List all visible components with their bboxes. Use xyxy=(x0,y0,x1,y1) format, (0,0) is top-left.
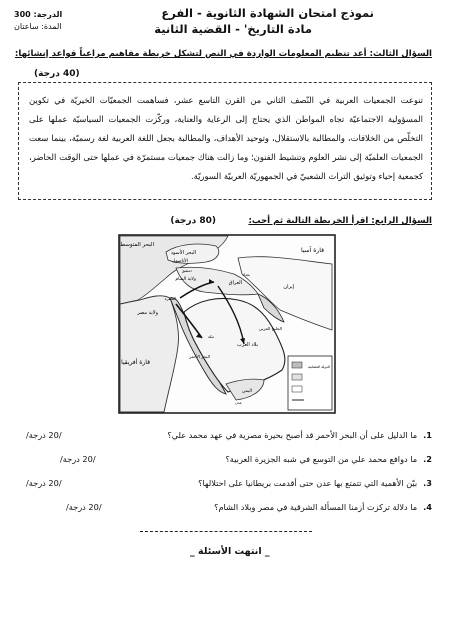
map-label: الأناضول xyxy=(172,259,188,264)
map-label: البحر الأحمر xyxy=(189,354,210,359)
question-list xyxy=(12,430,432,526)
map-label: البحر المتوسط xyxy=(120,242,154,248)
question3-heading: السؤال الثالث: أعد تنظيم المعلومات الواردة في النص لتشكل خريطة مفاهيم مراعياً قواعد إنشائها: xyxy=(14,49,432,59)
exam-title: نموذج امتحان الشهادة الثانوية - الفرع xyxy=(161,6,374,20)
question-number: 4. xyxy=(423,502,432,512)
map-label: ولاية الشام xyxy=(175,277,196,282)
map-city-label: دمشق xyxy=(181,268,192,273)
question4-mark: (80 درجة) xyxy=(170,216,216,226)
end-of-questions: _ انتهت الأسئلة _ xyxy=(190,546,270,557)
map-legend-label: الدولة العثمانية xyxy=(308,365,330,369)
question-score: /20 درجة/ xyxy=(66,502,102,512)
question-score: /20 درجة/ xyxy=(60,454,96,464)
question-item xyxy=(12,454,432,478)
question-number: 1. xyxy=(423,430,432,440)
question-number: 2. xyxy=(423,454,432,464)
question-item xyxy=(12,478,432,502)
map-label: بلاد العرب xyxy=(237,342,258,348)
map-label: الخليج العربي xyxy=(258,326,282,331)
question-item xyxy=(12,430,432,454)
map-label: إيران xyxy=(283,284,294,290)
question-text: 4.ما دلالة تركزت أزمنا المسألة الشرقية في مصر وبلاد الشام؟ xyxy=(214,502,432,512)
historical-map xyxy=(118,234,336,414)
map-label: ولاية مصر xyxy=(137,310,158,316)
score-label: الدرجة: 300 xyxy=(14,10,63,19)
text-passage: تنوعت الجمعيات العربية في النّصف الثاني من القرن التاسع عشر، فساهمت الجمعيّات الخيريّة في تكوين المسؤولية الاجتماعيّة تجاه المواطن الذي يحتاج إلى الرعاية والعناية، وركّزت الجمعيات السياسيّة عملها على التخلّص من الخلافات، والمطالبة بالاستقلال، وتوحيد الأهداف، والمطالبة بجعل اللغة العربية لغة رسميّة، بينما سعت الجمعيات العلميّة إلى نشر العلوم وتنشيط الفنون؛ وما زالت هناك جمعيات مستمرّة في عملها حتى الوقت الحاضر، كجمعية إحياء وتوثيق التراث الشعبيّ في الجمهوريّة العربيّة السوريّة. xyxy=(29,95,423,181)
map-label: البحر الأسود xyxy=(170,250,196,256)
question-text: 1.ما الدليل على أن البحر الأحمر قد أصبح بحيرة مصرية في عهد محمد علي؟ xyxy=(167,430,432,440)
map-label: قارة أفريقيا xyxy=(121,359,150,366)
question3-mark: (40 درجة) xyxy=(34,69,80,79)
map-city-label: مكة xyxy=(207,334,214,339)
question-score: /20 درجة/ xyxy=(26,478,62,488)
separator-line xyxy=(140,531,312,532)
exam-subtitle: مادة التاريخ' - القضية الثانية xyxy=(154,22,312,36)
question-number: 3. xyxy=(423,478,432,488)
map-label: قارة آسيا xyxy=(301,247,324,254)
question-score: /20 درجة/ xyxy=(26,430,62,440)
map-city-label: القاهرة xyxy=(164,296,176,301)
duration-label: المدة: ساعتان xyxy=(14,22,62,31)
question-item xyxy=(12,502,432,526)
question-text: 2.ما دوافع محمد علي من التوسع في شبه الجزيرة العربية؟ xyxy=(225,454,432,464)
map-label: العراق xyxy=(228,280,242,286)
map-city-label: بغداد xyxy=(242,272,250,277)
text-passage-box xyxy=(18,82,432,200)
question-text: 3.بيّن الأهمية التي تتمتع بها عدن حتى أقدمت بريطانيا على احتلالها؟ xyxy=(198,478,432,488)
map-city-label: عدن xyxy=(234,400,242,405)
question4-heading: السؤال الرابع: اقرأ الخريطة التالية ثم أجب: xyxy=(248,216,432,226)
map-label: اليمن xyxy=(241,389,252,394)
